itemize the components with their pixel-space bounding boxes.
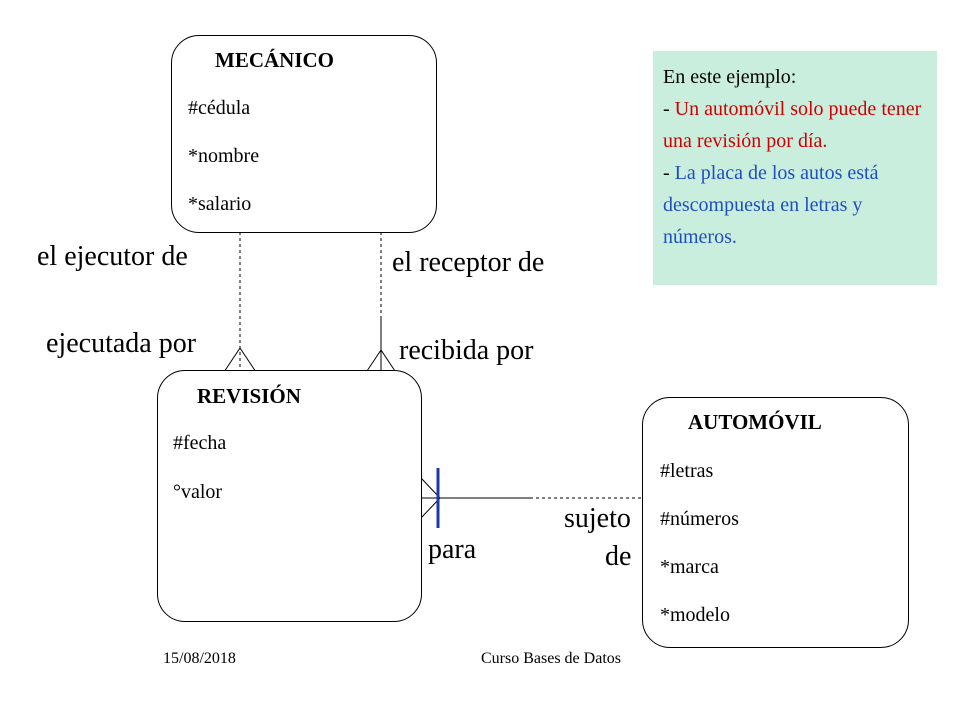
- note-item-2-dash: -: [663, 162, 675, 184]
- attr-modelo: *modelo: [660, 604, 730, 626]
- attr-letras: #letras: [660, 460, 714, 482]
- entity-automovil-title: AUTOMÓVIL: [688, 410, 822, 434]
- note-intro: En este ejemplo:: [663, 66, 797, 88]
- attr-marca: *marca: [660, 556, 719, 578]
- rel-recibida-por: recibida por: [399, 335, 534, 366]
- example-note: [653, 51, 937, 285]
- note-item-2: [663, 157, 927, 253]
- rel-sujeto: sujeto: [564, 503, 631, 534]
- attr-fecha: #fecha: [173, 432, 227, 454]
- attr-numeros: #números: [660, 508, 739, 530]
- rel-de: de: [605, 541, 632, 572]
- attr-salario: *salario: [188, 193, 252, 215]
- attr-valor: °valor: [173, 481, 223, 503]
- note-item-2-text: La placa de los autos está descompuesta en letras y números.: [663, 162, 879, 248]
- attr-cedula: #cédula: [188, 97, 251, 119]
- entity-revision-title: REVISIÓN: [197, 384, 301, 408]
- attr-nombre: *nombre: [188, 145, 260, 167]
- rel-para: para: [428, 534, 477, 565]
- entity-mecanico-title: MECÁNICO: [215, 48, 334, 72]
- rel-receptor-de: el receptor de: [392, 247, 545, 278]
- note-item-1: [663, 93, 927, 157]
- rel-ejecutor-de: el ejecutor de: [37, 241, 188, 272]
- note-item-1-text: Un automóvil solo puede tener una revisión por día.: [663, 98, 922, 152]
- rel-ejecutada-por: ejecutada por: [46, 328, 197, 359]
- footer-course: Curso Bases de Datos: [481, 650, 621, 667]
- note-item-1-dash: -: [663, 98, 675, 120]
- footer-date: 15/08/2018: [163, 650, 236, 667]
